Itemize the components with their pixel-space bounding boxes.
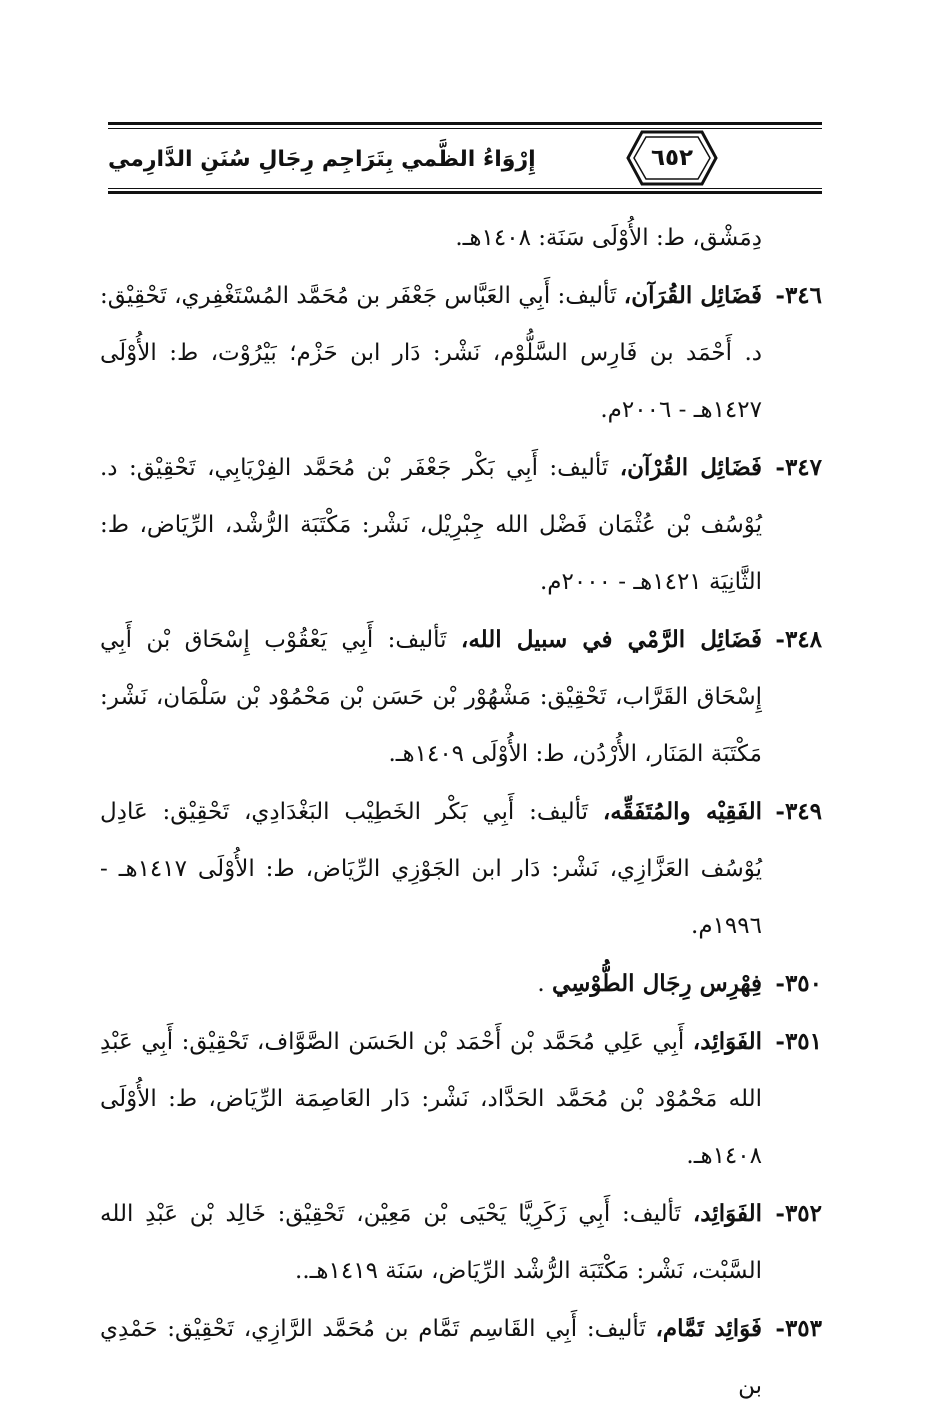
entry-346 bbox=[100, 267, 822, 439]
entry-number: ٣٥٣- bbox=[775, 1315, 822, 1342]
entry-number: ٣٥٢- bbox=[775, 1200, 822, 1227]
entry-title: فَضَائِل القُرْآن، bbox=[619, 454, 763, 481]
entry-number: ٣٤٩- bbox=[775, 798, 822, 825]
entry-number: ٣٥١- bbox=[775, 1028, 822, 1055]
entry-347 bbox=[100, 439, 822, 611]
entry-title: فِهْرِس رِجَال الطُّوْسِي bbox=[551, 970, 762, 997]
running-title: إِرْوَاءُ الظَّمي بِتَرَاجِم رِجَالِ سُنَنِ الدَّارِمي bbox=[108, 147, 536, 172]
bibliography-list bbox=[100, 210, 822, 1415]
entry-text: تَأليف: أَبِي بَكْر جَعْفَر بْن مُحَمَّد الفِرْيَابِي، تَحْقِيْق: د. يُوْسُف بْن عُثْمَان فَضْل الله جِبْرِيْل، نَشْر: مَكْتَبَة الرُّشْد، الرِّيَاض، ط: الثَّانِيَة ١٤٢١هـ - ٢٠٠٠م. bbox=[100, 455, 762, 595]
entry-title: الفَقِيْه والمُتَفَقِّه، bbox=[602, 798, 762, 825]
entry-title: فَضَائِل القُرَآن، bbox=[623, 282, 763, 309]
entry-350 bbox=[100, 955, 822, 1013]
page-number-badge bbox=[624, 128, 720, 188]
entry-number: ٣٥٠- bbox=[775, 970, 822, 997]
entry-number: ٣٤٦- bbox=[775, 282, 822, 309]
header-rule-top-thick bbox=[108, 122, 822, 125]
entry-353 bbox=[100, 1300, 822, 1415]
entry-349 bbox=[100, 783, 822, 955]
entry-348 bbox=[100, 611, 822, 783]
header-rule-bottom-thick bbox=[108, 191, 822, 194]
entry-351 bbox=[100, 1013, 822, 1185]
entry-number: ٣٤٧- bbox=[775, 454, 822, 481]
header-rule-bottom-thin bbox=[108, 188, 822, 189]
entry-title: فَوَائِد تَمَّام، bbox=[655, 1315, 763, 1342]
entry-text: تَأليف: أَبِي العَبَّاس جَعْفَر بن مُحَمَّد المُسْتَغْفِري، تَحْقِيْق: د. أَحْمَد بن فَارِس السَّلُّوْم، نَشْر: دَار ابن حَزْم؛ بَيْرُوْت، ط: الأُوْلَى ١٤٢٧هـ - ٢٠٠٦م. bbox=[100, 283, 762, 423]
entry-352 bbox=[100, 1185, 822, 1300]
entry-text: أَبِي عَلِي مُحَمَّد بْن أَحْمَد بْن الحَسَن الصَّوَّاف، تَحْقِيْق: أَبِي عَبْدِ الله مَحْمُوْد بْن مُحَمَّد الحَدَّاد، نَشْر: دَار العَاصِمَة الرِّيَاض، ط: الأُوْلَى ١٤٠٨هـ. bbox=[100, 1029, 762, 1169]
entry-number: ٣٤٨- bbox=[775, 626, 822, 653]
entry-text: تَأليف: أَبِي القَاسِم تَمَّام بن مُحَمَّد الرَّازِي، تَحْقِيْق: حَمْدِي بن bbox=[100, 1316, 762, 1399]
entry-text: تَأليف: أَبِي يَعْقُوْب إِسْحَاق بْن أَبِي إِسْحَاق القَرَّاب، تَحْقِيْق: مَشْهُوْر بْن حَسَن بْن مَحْمُوْد بْن سَلْمَان، نَشْر: مَكْتَبَة المَنَار، الأُرْدُن، ط: الأُوْلَى ١٤٠٩هـ. bbox=[100, 627, 762, 767]
entry-title: الفَوَائِد، bbox=[692, 1028, 762, 1055]
entry-text: تَأليف: أَبِي زَكَرِيَّا يَحْيَى بْن مَعِيْن، تَحْقِيْق: خَالِد بْن عَبْدِ الله السَّبْت، نَشْر: مَكْتَبَة الرُّشْد الرِّيَاض، سَنَة ١٤١٩هـ.. bbox=[100, 1201, 762, 1284]
continuation-line: دِمَشْق، ط: الأُوْلَى سَنَة: ١٤٠٨هـ. bbox=[455, 225, 762, 251]
entry-text: . bbox=[537, 971, 545, 997]
entry-text: تَأليف: أَبِي بَكْر الخَطِيْب البَغْدَادِي، تَحْقِيْق: عَادِل يُوْسُف العَزَّازِي، نَشْر: دَار ابن الجَوْزِي الرِّيَاض، ط: الأُوْلَى ١٤١٧هـ - ١٩٩٦م. bbox=[100, 799, 762, 939]
entry-title: الفَوَائِد، bbox=[692, 1200, 763, 1227]
page-number: ٦٥٢ bbox=[650, 145, 694, 171]
entry-title: فَضَائِل الرَّمْي في سبيل الله، bbox=[460, 626, 762, 653]
